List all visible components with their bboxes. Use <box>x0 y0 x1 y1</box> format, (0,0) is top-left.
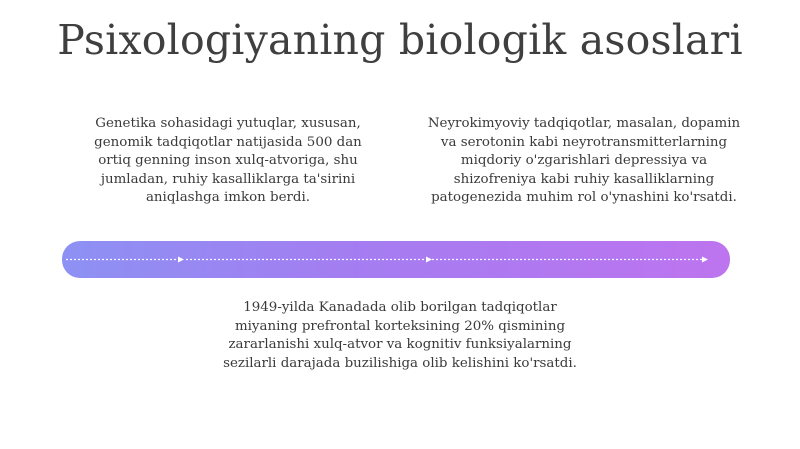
timeline-bar <box>62 241 730 278</box>
event-text-prefrontal-cortex: 1949-yilda Kanadada olib borilgan tadqiqotlar miyaning prefrontal korteksining 20% qismining zararlanishi xulq-atvor va kognitiv funksiyalarning sezilarli darajada buzilishiga olib kelishini ko'rsatdi. <box>223 300 577 371</box>
timeline-arrowhead-1 <box>178 257 184 263</box>
timeline-arrowhead-2 <box>426 257 432 263</box>
event-text-neurochemistry: Neyrokimyoviy tadqiqotlar, masalan, dopamin va serotonin kabi neyrotransmitterlarning miqdoriy o'zgarishlari depressiya va shizofreniya kabi ruhiy kasalliklarning patogenezida muhim rol o'ynashini ko'rsatdi. <box>427 116 741 206</box>
event-text-genetics: Genetika sohasidagi yutuqlar, xususan, genomik tadqiqotlar natijasida 500 dan ortiq genning inson xulq-atvoriga, shu jumladan, ruhiy kasalliklarga ta'sirini aniqlashga imkon berdi. <box>94 116 362 206</box>
page-title: Psixologiyaning biologik asoslari <box>57 16 743 64</box>
timeline-arrowhead-3 <box>702 257 708 263</box>
timeline-arrows <box>62 241 730 278</box>
